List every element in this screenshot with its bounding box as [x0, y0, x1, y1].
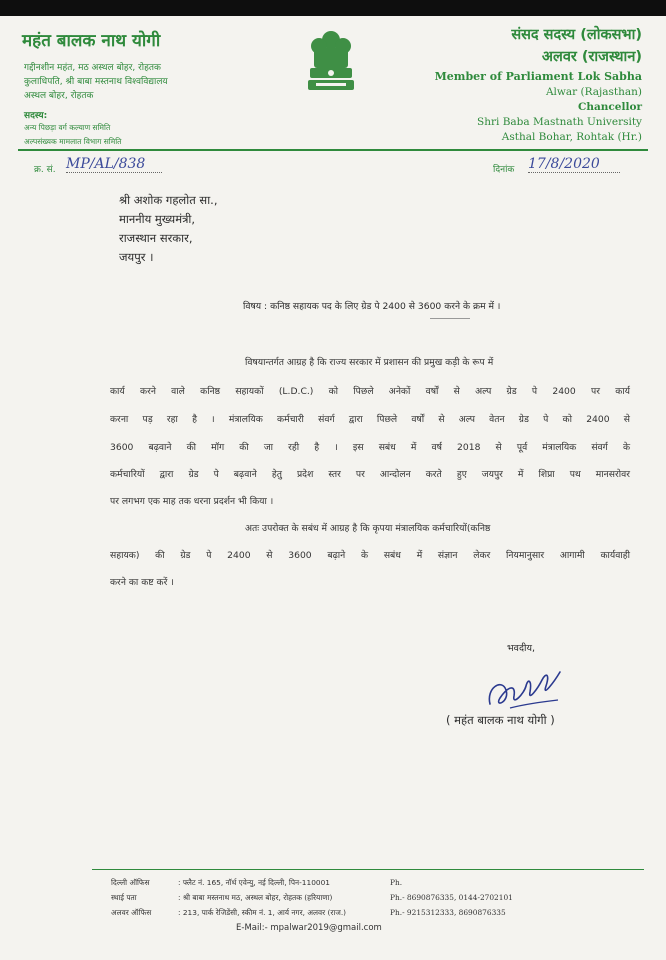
footer-perm-phone: Ph.- 8690876335, 0144-2702101 — [390, 893, 513, 902]
date-value: 17/8/2020 — [528, 156, 620, 173]
closing-text: भवदीय, — [507, 643, 535, 654]
ref-number: MP/AL/838 — [66, 156, 162, 173]
letterhead-line3: अस्थल बोहर, रोहतक — [24, 91, 94, 101]
body-line-8: सहायक) की ग्रेड पे 2400 से 3600 बढ़ाने के सबंध में संज्ञान लेकर नियमानुसार आगामी कार्यवाही — [110, 550, 630, 561]
footer-alwar-label: अलवर ऑफिस — [111, 908, 152, 917]
member-label: सदस्य: — [24, 111, 48, 121]
letterhead-line1: गद्दीनशीन महंत, मठ अस्थल बोहर, रोहतक — [24, 63, 161, 73]
body-line-3: करना पड़ रहा है । मंत्रालयिक कर्मचारी संवर्ग द्वारा पिछले वर्षों से अल्प वेतन ग्रेड पे को 2400 से — [110, 414, 630, 425]
footer-perm-address: : श्री बाबा मस्तनाथ मठ, अस्थल बोहर, रोहतक (हरियाणा) — [178, 893, 333, 902]
body-line-4: 3600 बढ़वाने की मॉग की जा रही है । इस सबंध में वर्ष 2018 से पूर्व मंत्रालयिक संवर्ग के — [110, 442, 630, 453]
footer-delhi-phone: Ph. — [390, 878, 403, 887]
footer-delhi-label: दिल्ली ऑफिस — [111, 878, 150, 887]
member-committee-2: अल्पसंख्यक मामलात विभाग समिति — [24, 137, 122, 146]
header-divider — [18, 149, 648, 151]
signature-mark — [480, 658, 570, 716]
university-name: Shri Baba Mastnath University — [477, 116, 642, 128]
body-line-6: पर लगभग एक माह तक धरना प्रदर्शन भी किया । — [110, 496, 274, 507]
footer-alwar-address: : 213, पार्क रेजिडेंसी, स्कीम नं. 1, आर्य नगर, अलवर (राज.) — [178, 908, 347, 917]
letter-page — [0, 16, 666, 960]
footer-delhi-address: : फ्लैट नं. 165, नॉर्थ एवेन्यु, नई दिल्ली, पिन-110001 — [178, 878, 330, 887]
subject-underline — [430, 318, 470, 319]
footer-divider — [92, 869, 644, 870]
footer-email: E-Mail:- mpalwar2019@gmail.com — [236, 923, 382, 933]
body-line-9: करने का कष्ट करें । — [110, 577, 174, 588]
mp-title: संसद सदस्य (लोकसभा) — [511, 27, 642, 43]
letterhead-name: महंत बालक नाथ योगी — [22, 31, 161, 51]
footer-perm-label: स्थाई पता — [111, 893, 137, 902]
ref-label: क्र. सं. — [34, 165, 56, 175]
national-emblem-icon — [300, 26, 362, 98]
footer-alwar-phone: Ph.- 9215312333, 8690876335 — [390, 908, 506, 917]
body-line-5: कर्मचारियों द्वारा ग्रेड पे बढ़वाने हेतु प्रदेश स्तर पर आन्दोलन करते हुए जयपुर में शिप्रा पथ मानसरोवर — [110, 469, 630, 480]
mp-title-english: Member of Parliament Lok Sabha — [434, 70, 642, 83]
body-line-2: कार्य करने वाले कनिष्ठ सहायकों (L.D.C.) को पिछले अनेकों वर्षों से अल्प ग्रेड पे 2400 पर कार्य — [110, 386, 630, 397]
mp-constituency-english: Alwar (Rajasthan) — [545, 86, 642, 98]
signatory-name: ( महंत बालक नाथ योगी ) — [446, 713, 555, 727]
body-line-1: विषयान्तर्गत आग्रह है कि राज्य सरकार में प्रशासन की प्रमुख कड़ी के रूप में — [245, 357, 494, 368]
member-committee-1: अन्य पिछड़ा वर्ग कल्याण समिति — [24, 123, 111, 132]
date-label: दिनांक — [493, 165, 515, 175]
addressee-line-4: जयपुर । — [119, 250, 154, 264]
addressee-line-2: माननीय मुख्यमंत्री, — [119, 212, 196, 226]
university-place: Asthal Bohar, Rohtak (Hr.) — [501, 131, 642, 143]
subject-line: विषय : कनिष्ठ सहायक पद के लिए ग्रेड पे 2400 से 3600 करने के क्रम में । — [243, 301, 501, 312]
body-line-7: अतः उपरोक्त के सबंध में आग्रह है कि कृपया मंत्रालयिक कर्मचारियों(कनिष्ठ — [245, 523, 491, 534]
addressee-line-3: राजस्थान सरकार, — [119, 231, 193, 245]
addressee-line-1: श्री अशोक गहलोत सा., — [119, 193, 218, 207]
mp-constituency: अलवर (राजस्थान) — [541, 49, 642, 65]
chancellor-label: Chancellor — [577, 101, 642, 113]
letterhead-line2: कुलाधिपति, श्री बाबा मस्तनाथ विश्वविद्यालय — [24, 77, 168, 87]
